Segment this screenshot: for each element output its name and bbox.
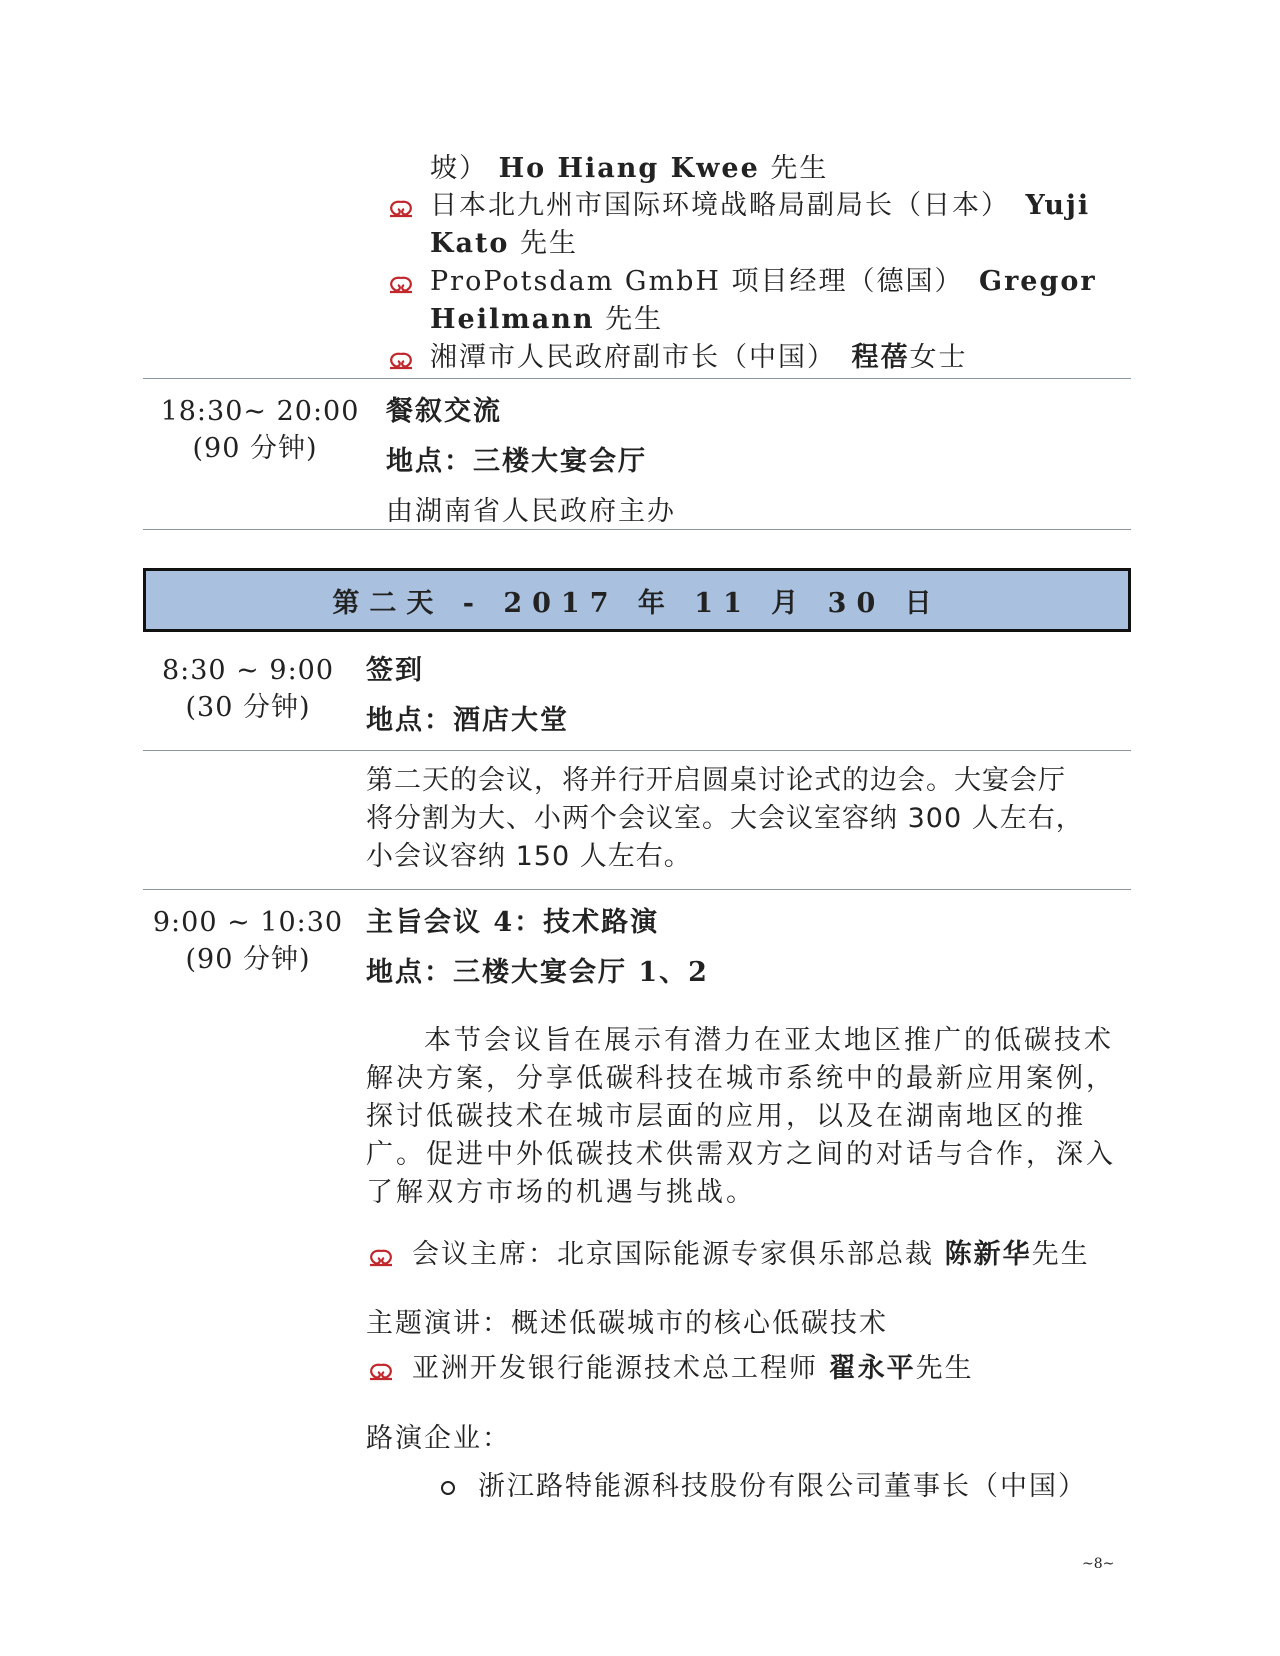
speaker-item-wrap <box>430 225 578 263</box>
company-item: 浙江路特能源科技股份有限公司董事长（中国） <box>478 1471 1087 1502</box>
page-number: ~8~ <box>1082 1556 1115 1572</box>
session-duration: (30 分钟) <box>185 692 311 723</box>
decorative-bullet-icon <box>386 350 416 372</box>
speaker-name: 翟永平 <box>828 1353 916 1384</box>
chair-title-suffix: 先生 <box>1031 1239 1090 1270</box>
speaker-name: Heilmann <box>430 304 595 335</box>
speaker-item <box>430 339 968 377</box>
day-heading: 第二天 - 2017 年 11 月 30 日 <box>332 587 942 619</box>
speaker-name: Yuji <box>1025 190 1091 221</box>
session-chair <box>412 1236 1090 1274</box>
session-duration: (90 分钟) <box>192 433 318 464</box>
chair-role: 会议主席：北京国际能源专家俱乐部总裁 <box>412 1239 945 1270</box>
chair-name: 陈新华 <box>944 1239 1032 1270</box>
desc-line: 探讨低碳技术在城市层面的应用，以及在湖南地区的推 <box>366 1101 1086 1132</box>
session-location: 地点：三楼大宴会厅 1、2 <box>366 957 709 988</box>
session-description <box>366 1022 1116 1212</box>
divider <box>143 889 1131 890</box>
speaker-role: ProPotsdam GmbH 项目经理（德国） <box>430 266 951 297</box>
session-duration: (90 分钟) <box>185 944 311 975</box>
divider <box>143 750 1131 751</box>
desc-line: 解决方案，分享低碳科技在城市系统中的最新应用案例， <box>366 1063 1116 1094</box>
note-line: 将分割为大、小两个会议室。大会议室容纳 300 人左右， <box>366 803 1084 834</box>
speaker-line-cont <box>430 150 828 188</box>
decorative-bullet-icon <box>386 274 416 296</box>
speaker-country-tail: 坡） <box>430 153 499 184</box>
speech-title: 主题演讲：概述低碳城市的核心低碳技术 <box>366 1308 888 1339</box>
decorative-bullet-icon <box>366 1247 396 1269</box>
session-time: 8:30 ~ 9:00 <box>161 655 335 686</box>
session-time: 18:30~ 20:00 <box>160 396 360 427</box>
speaker-title-suffix: 先生 <box>770 153 829 184</box>
speaker-title-suffix: 女士 <box>909 342 968 373</box>
decorative-bullet-icon <box>366 1361 396 1383</box>
session-host: 由湖南省人民政府主办 <box>386 496 676 527</box>
roadshow-label: 路演企业： <box>366 1423 511 1454</box>
note-line: 第二天的会议，将并行开启圆桌讨论式的边会。大宴会厅 <box>366 765 1066 796</box>
speaker-role: 湘潭市人民政府副市长（中国） <box>430 342 823 373</box>
speaker-item <box>430 187 1090 225</box>
speaker-title-suffix: 先生 <box>915 1353 974 1384</box>
keynote-speaker <box>412 1350 974 1388</box>
session-time: 9:00 ~ 10:30 <box>152 907 344 938</box>
session-location: 地点：酒店大堂 <box>366 705 569 736</box>
speaker-role: 亚洲开发银行能源技术总工程师 <box>412 1353 829 1384</box>
session-location: 地点：三楼大宴会厅 <box>386 446 647 477</box>
divider <box>143 378 1131 379</box>
desc-line: 本节会议旨在展示有潜力在亚太地区推广的低碳技术 <box>424 1025 1114 1056</box>
speaker-title-suffix: 先生 <box>520 228 579 259</box>
speaker-name: Ho Hiang Kwee <box>498 153 760 184</box>
day2-note <box>366 762 1084 876</box>
speaker-role: 日本北九州市国际环境战略局副局长（日本） <box>430 190 997 221</box>
decorative-bullet-icon <box>386 198 416 220</box>
divider <box>143 529 1131 530</box>
session-title: 主旨会议 4：技术路演 <box>366 907 660 938</box>
speaker-item-wrap <box>430 301 663 339</box>
speaker-name: Gregor <box>979 266 1097 297</box>
day-heading-band <box>143 568 1131 632</box>
desc-line: 广。促进中外低碳技术供需双方之间的对话与合作，深入 <box>366 1139 1116 1170</box>
speaker-name: Kato <box>430 228 510 259</box>
session-title: 餐叙交流 <box>386 396 502 427</box>
note-line: 小会议容纳 150 人左右。 <box>366 841 692 872</box>
session-title: 签到 <box>366 655 424 686</box>
speaker-name: 程蓓 <box>851 342 910 373</box>
speaker-item <box>430 263 1097 301</box>
circle-bullet-icon <box>441 1481 455 1495</box>
desc-line: 了解双方市场的机遇与挑战。 <box>366 1177 756 1208</box>
speaker-title-suffix: 先生 <box>605 304 664 335</box>
